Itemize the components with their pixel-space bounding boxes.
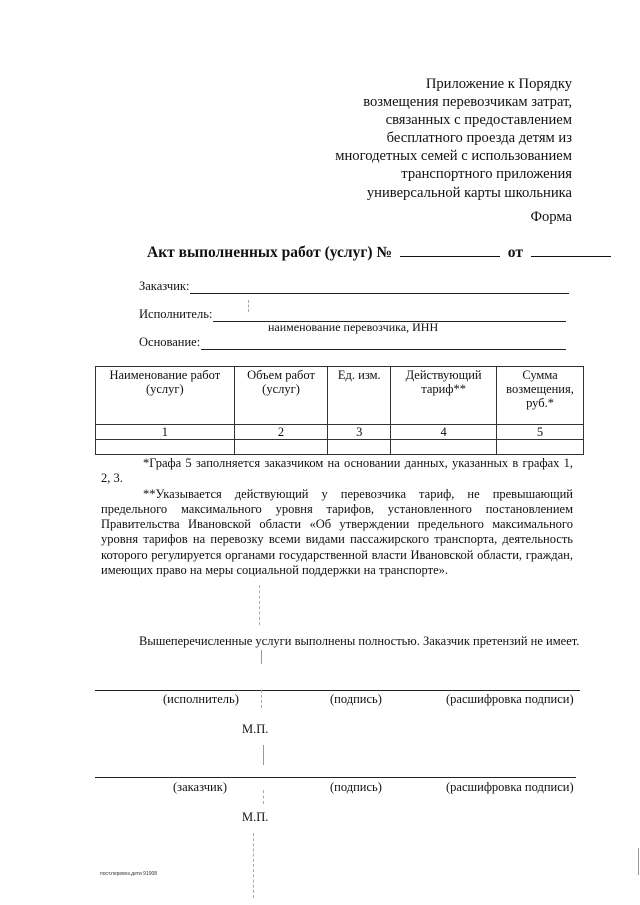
table-header-row [96,367,584,425]
act-date-field[interactable] [531,244,611,257]
footnote-1: *Графа 5 заполняется заказчиком на основании данных, указанных в графах 1, 2, 3. [101,456,573,486]
contractor-stamp-label: М.П. [242,722,269,736]
customer-stamp-label: М.П. [242,810,269,824]
column-number: 4 [391,425,497,440]
footnotes [101,456,573,578]
scan-artifact [263,745,264,765]
scan-artifact [638,848,639,875]
column-number: 1 [96,425,235,440]
column-header-amount: Сумма возмещения, руб.* [497,367,584,425]
works-table [95,366,584,455]
annex-header [335,75,572,202]
basis-label: Основание: [139,335,201,349]
scan-artifact [261,650,262,664]
column-number: 2 [234,425,328,440]
table-cell-volume[interactable] [234,440,328,455]
annex-header-line: универсальной карты школьника [366,184,572,201]
scan-artifact [253,833,254,898]
annex-header-line: Приложение к Порядку [425,76,572,92]
table-cell-amount[interactable] [497,440,584,455]
scan-artifact [248,300,249,312]
form-label: Форма [530,209,572,225]
scan-artifact [261,690,262,708]
basis-field[interactable] [201,339,566,350]
customer-field[interactable] [190,283,569,294]
column-number: 3 [328,425,391,440]
customer-decode-caption: (расшифровка подписи) [446,780,574,794]
title-text: Акт выполненных работ (услуг) № [147,244,393,261]
scan-artifact [263,790,264,804]
contractor-signature-caption: (подпись) [330,692,382,706]
column-number-row [96,425,584,440]
annex-header-line: бесплатного проезда детям из [386,130,572,147]
completion-statement: Вышеперечисленные услуги выполнены полностью. Заказчик претензий не имеет. [139,634,580,648]
column-header-tariff: Действующий тариф** [391,367,497,425]
table-cell-unit[interactable] [328,440,391,455]
column-header-work-name: Наименование работ (услуг) [96,367,235,425]
table-cell-work-name[interactable] [96,440,235,455]
table-cell-tariff[interactable] [391,440,497,455]
column-number: 5 [497,425,584,440]
customer-signature-caption: (подпись) [330,780,382,794]
scan-artifact [259,585,260,625]
customer-role-caption: (заказчик) [173,780,227,794]
annex-header-line: транспортного приложения [401,166,572,183]
annex-header-line: связанных с предоставлением [385,112,572,129]
annex-header-line: возмещения перевозчикам затрат, [363,94,572,111]
column-header-volume: Объем работ (услуг) [234,367,328,425]
customer-label: Заказчик: [139,279,190,293]
contractor-signature-line[interactable] [95,690,580,691]
act-number-field[interactable] [400,244,500,257]
contractor-role-caption: (исполнитель) [163,692,239,706]
contractor-hint: наименование перевозчика, ИНН [268,320,439,334]
table-row [96,440,584,455]
annex-header-line: многодетных семей с использованием [335,148,572,165]
contractor-label: Исполнитель: [139,307,213,321]
basis-row [139,335,566,350]
footer-code: пост.перевоз.дети 91908 [100,871,158,877]
customer-row [139,279,569,294]
document-title [147,244,611,262]
contractor-decode-caption: (расшифровка подписи) [446,692,574,706]
footnote-2: **Указывается действующий у перевозчика тариф, не превышающий предельного максимального уровня тарифов, установленного постановлением Правительства Ивановской области «Об утверждении предельного максимального уровня тарифов на перевозку всеми видами пассажирского транспорта, деятельность которого регулируется органами государственной власти Ивановской области, граждан, имеющих право на меры социальной поддержки на транспорте». [101,486,573,578]
customer-signature-line[interactable] [95,777,576,778]
column-header-unit: Ед. изм. [328,367,391,425]
date-prefix: от [507,244,523,261]
